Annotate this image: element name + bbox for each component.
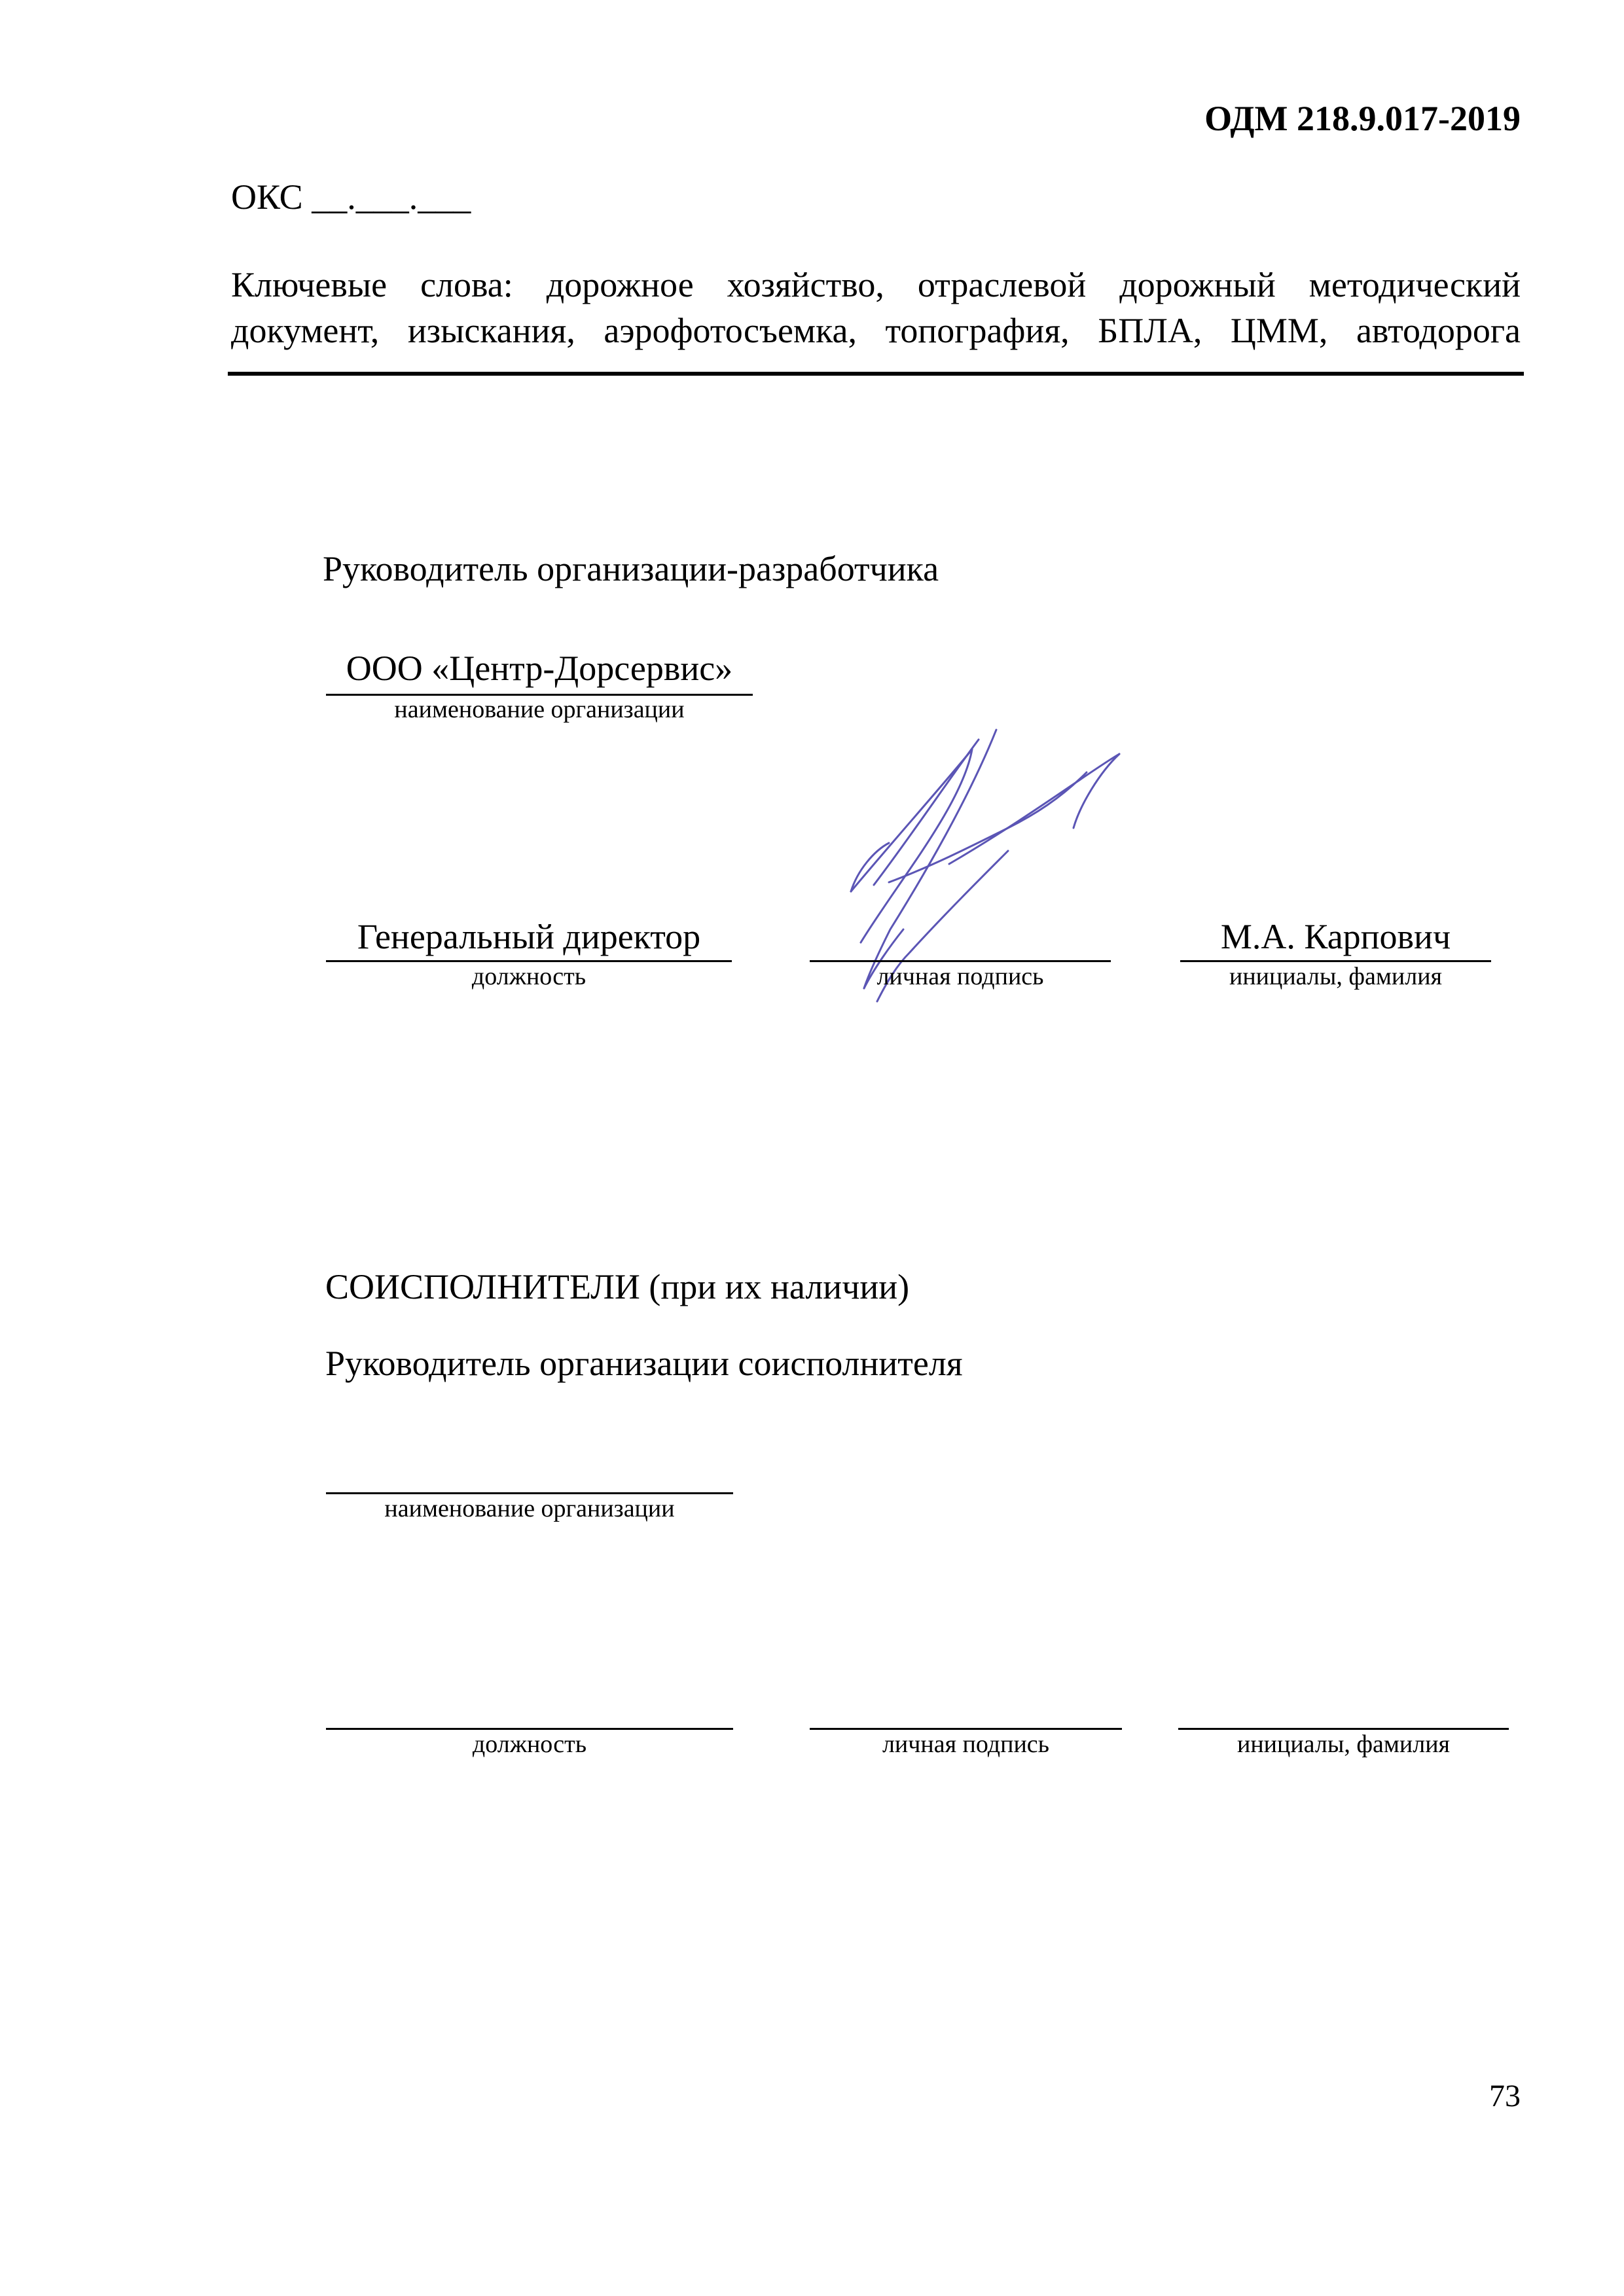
coexecutors-heading: СОИСПОЛНИТЕЛИ (при их наличии) (325, 1267, 910, 1306)
coexecutor-signature-caption: личная подпись (882, 1731, 1050, 1758)
developer-position: Генеральный директор (357, 917, 701, 956)
developer-name-caption: инициалы, фамилия (1229, 963, 1443, 990)
keywords-line-1: Ключевые слова: дорожное хозяйство, отраслевой дорожный методический (231, 265, 1521, 304)
keywords-line-2: документ, изыскания, аэрофотосъемка, топография, БПЛА, ЦММ, автодорога (231, 311, 1521, 350)
developer-organization: ООО «Центр-Дорсервис» (346, 649, 733, 688)
page-number: 73 (1489, 2079, 1521, 2113)
coexecutors-subheading: Руководитель организации соисполнителя (325, 1344, 963, 1383)
coexecutor-organization-caption: наименование организации (384, 1495, 675, 1522)
developer-signature-caption: личная подпись (876, 963, 1044, 990)
oks-code: ОКС __.___.___ (231, 177, 471, 217)
coexecutor-name-caption: инициалы, фамилия (1236, 1731, 1451, 1758)
document-code: ОДМ 218.9.017-2019 (1204, 99, 1521, 138)
header-divider (228, 372, 1524, 376)
coexecutor-position-caption: должность (472, 1731, 587, 1758)
developer-organization-caption: наименование организации (394, 696, 685, 723)
keywords-block (231, 262, 1521, 353)
developer-position-caption: должность (471, 963, 586, 990)
developer-heading: Руководитель организации-разработчика (323, 549, 939, 588)
developer-name: М.А. Карпович (1220, 917, 1451, 956)
